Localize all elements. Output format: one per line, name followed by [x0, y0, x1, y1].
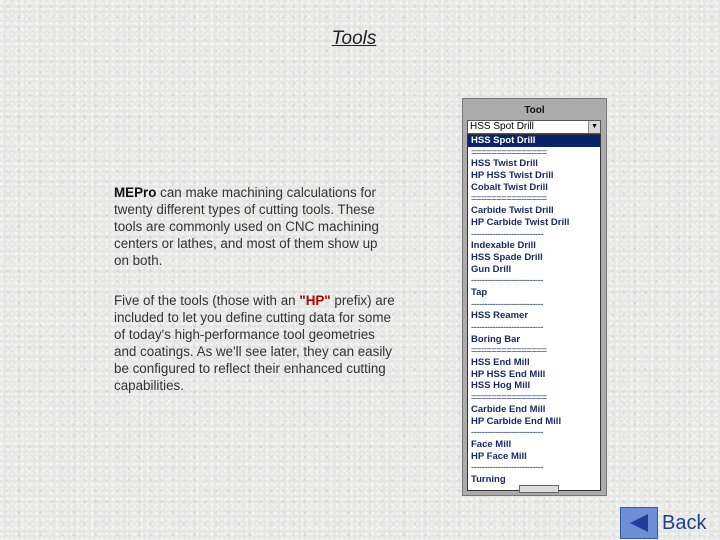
list-item[interactable]: Gun Drill	[471, 263, 512, 275]
scrollbar[interactable]	[519, 485, 559, 493]
list-separator: ===============	[471, 345, 547, 357]
list-item[interactable]: Carbide End Mill	[471, 403, 546, 415]
list-item[interactable]: HP Carbide Twist Drill	[471, 216, 570, 228]
list-item[interactable]: Tap	[471, 286, 488, 298]
hp-paragraph	[114, 292, 396, 394]
page-title: Tools	[331, 28, 377, 49]
back-arrow-icon[interactable]	[620, 507, 658, 539]
list-item[interactable]: HSS End Mill	[471, 357, 530, 369]
hp-highlight: "HP"	[299, 293, 331, 308]
list-separator: ---------------------------	[471, 275, 543, 287]
list-item[interactable]: HSS Spot Drill	[468, 135, 600, 147]
list-separator: ---------------------------	[471, 322, 543, 333]
list-separator: ---------------------------	[471, 298, 543, 310]
list-item[interactable]: Carbide Twist Drill	[471, 205, 554, 217]
brand-name: MEPro	[114, 185, 157, 200]
list-separator: ===============	[471, 193, 547, 205]
list-item[interactable]: Boring Bar	[471, 333, 521, 345]
list-separator: ---------------------------	[471, 427, 543, 439]
intro-paragraph	[114, 184, 396, 269]
list-item[interactable]: HSS Reamer	[471, 310, 529, 322]
hp-text-before: Five of the tools (those with an	[114, 293, 300, 308]
list-item[interactable]: HP HSS End Mill	[471, 368, 546, 380]
list-item[interactable]: Cobalt Twist Drill	[471, 181, 548, 193]
list-item[interactable]: HSS Twist Drill	[471, 158, 538, 170]
intro-text: can make machining calculations for twenty different types of cutting tools. These tools are commonly used on CNC machining centers or lathes, and most of them show up on both.	[114, 185, 379, 268]
list-item[interactable]: HSS Spade Drill	[471, 251, 543, 263]
back-button[interactable]	[620, 506, 720, 540]
list-separator: ---------------------------	[471, 228, 543, 240]
tool-select-value: HSS Spot Drill	[470, 121, 534, 132]
list-item[interactable]: HP Face Mill	[471, 450, 527, 462]
hp-text-after: prefix) are included to let you define cutting data for some of today's high-performance tool geometries and coatings. As we'll see later, they can easily be configured to reflect their enhanced cutting capabilities.	[114, 293, 395, 393]
tool-label: Tool	[524, 105, 545, 116]
back-label[interactable]: Back	[662, 511, 707, 534]
list-item[interactable]: HP Carbide End Mill	[471, 415, 562, 427]
list-separator: ---------------------------	[471, 462, 543, 474]
tool-dropdown-list[interactable]	[467, 134, 601, 491]
tool-panel	[462, 98, 607, 496]
chevron-down-icon[interactable]: ▼	[588, 121, 600, 133]
tool-select[interactable]	[467, 120, 601, 134]
list-item[interactable]: HSS Hog Mill	[471, 380, 531, 392]
list-separator: ===============	[471, 146, 547, 158]
list-separator: ===============	[471, 392, 547, 404]
list-item[interactable]: Indexable Drill	[471, 240, 536, 252]
list-item[interactable]: HP HSS Twist Drill	[471, 170, 554, 182]
list-item[interactable]: Face Mill	[471, 438, 512, 450]
list-item[interactable]: Turning	[471, 473, 506, 485]
